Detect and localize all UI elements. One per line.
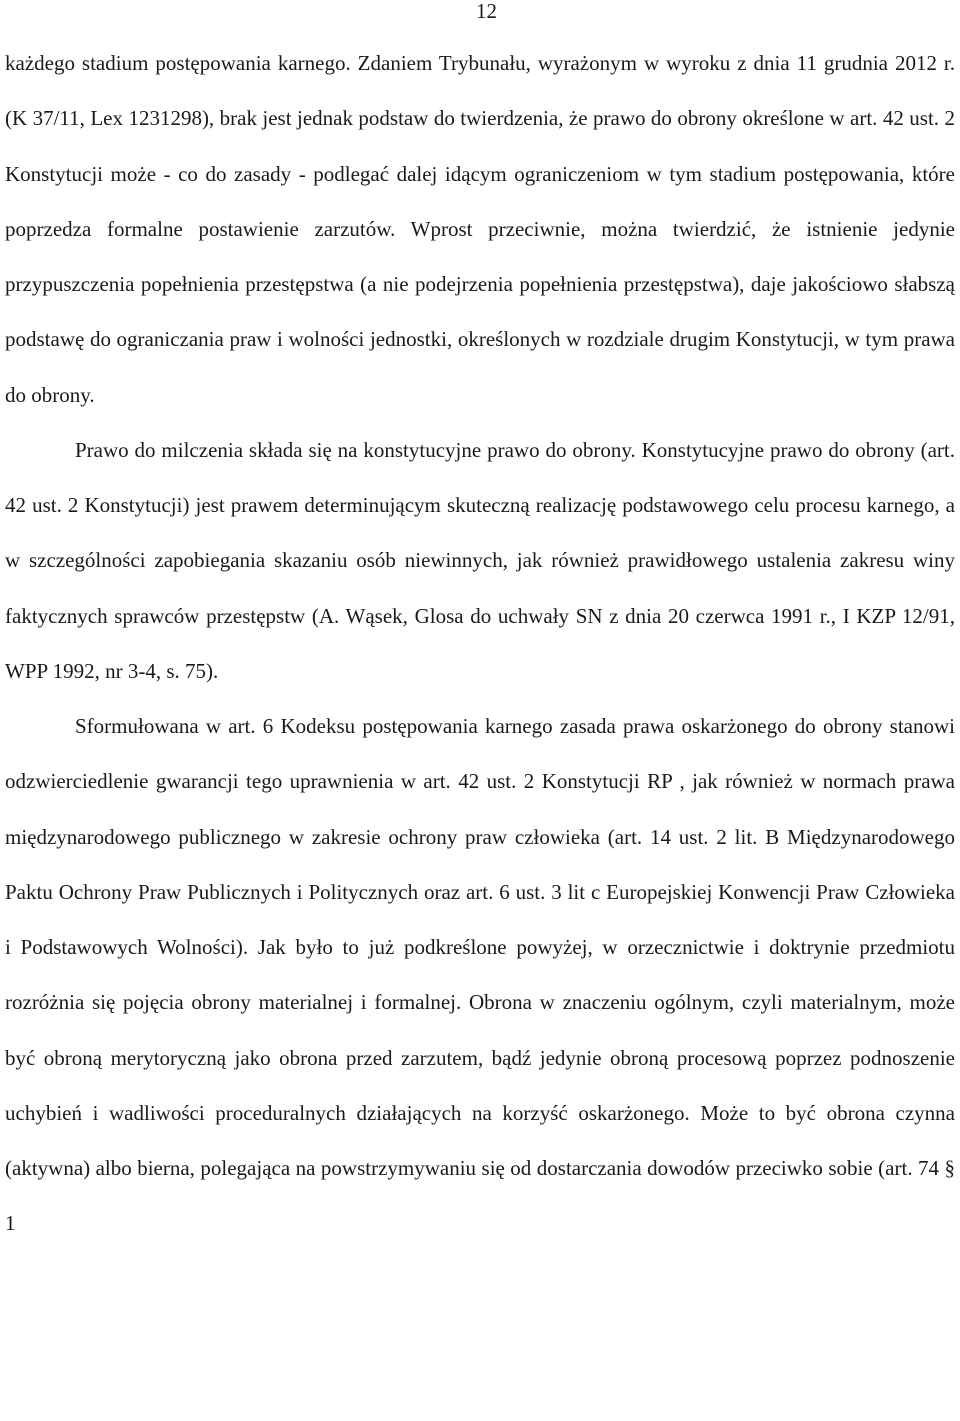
paragraph-3: Sformułowana w art. 6 Kodeksu postępowania karnego zasada prawa oskarżonego do obrony stanowi odzwierciedlenie gwarancji tego uprawnienia w art. 42 ust. 2 Konstytucji RP , jak również w normach prawa międzynarodowego publicznego w zakresie ochrony praw człowieka (art. 14 ust. 2 lit. B Międzynarodowego Paktu Ochrony Praw Publicznych i Politycznych oraz art. 6 ust. 3 lit c Europejskiej Konwencji Praw Człowieka i Podstawowych Wolności). Jak było to już podkreślone powyżej, w orzecznictwie i doktrynie przedmiotu rozróżnia się pojęcia obrony materialnej i formalnej. Obrona w znaczeniu ogólnym, czyli materialnym, może być obroną merytoryczną jako obrona przed zarzutem, bądź jedynie obroną procesową poprzez podnoszenie uchybień i wadliwości proceduralnych działających na korzyść oskarżonego. Może to być obrona czynna (aktywna) albo bierna, polegająca na powstrzymywaniu się od dostarczania dowodów przeciwko sobie (art. 74 § 1 <box>5 714 955 1236</box>
paragraph-2: Prawo do milczenia składa się na konstytucyjne prawo do obrony. Konstytucyjne prawo do obrony (art. 42 ust. 2 Konstytucji) jest prawem determinującym skuteczną realizację podstawowego celu procesu karnego, a w szczególności zapobiegania skazaniu osób niewinnych, jak również prawidłowego ustalenia zakresu winy faktycznych sprawców przestępstw (A. Wąsek, Glosa do uchwały SN z dnia 20 czerwca 1991 r., I KZP 12/91, WPP 1992, nr 3-4, s. 75). <box>5 437 955 683</box>
paragraph-1: każdego stadium postępowania karnego. Zdaniem Trybunału, wyrażonym w wyroku z dnia 11 grudnia 2012 r. (K 37/11, Lex 1231298), brak jest jednak podstaw do twierdzenia, że prawo do obrony określone w art. 42 ust. 2 Konstytucji może - co do zasady - podlegać dalej idącym ograniczeniom w tym stadium postępowania, które poprzedza formalne postawienie zarzutów. Wprost przeciwnie, można twierdzić, że istnienie jedynie przypuszczenia popełnienia przestępstwa (a nie podejrzenia popełnienia przestępstwa), daje jakościowo słabszą podstawę do ograniczania praw i wolności jednostki, określonych w rozdziale drugim Konstytucji, w tym prawa do obrony. <box>5 51 955 407</box>
document-body <box>5 36 955 1252</box>
page-number: 12 <box>476 0 497 23</box>
